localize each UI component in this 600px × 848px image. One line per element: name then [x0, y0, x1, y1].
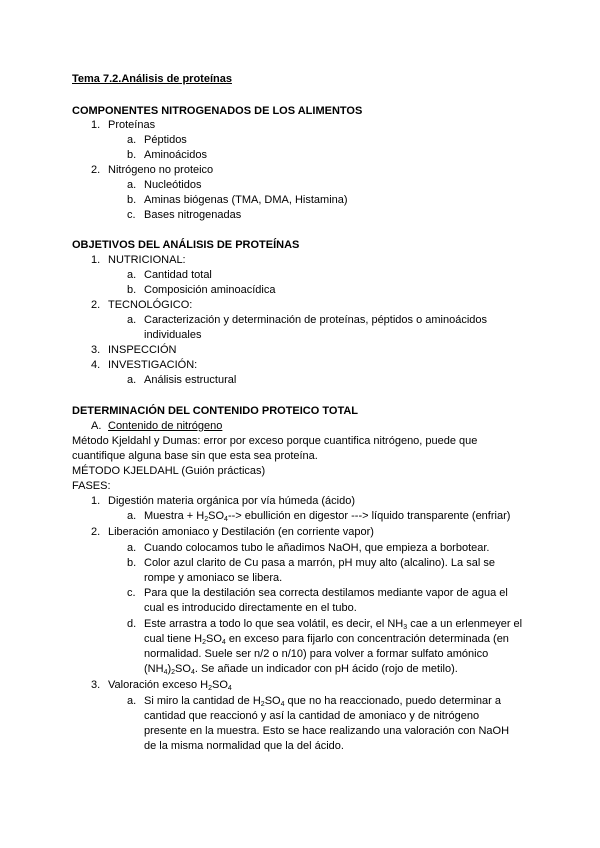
list-item-muestra: Muestra + $H_2SO_4-->$ ebullición en digestor ---> líquido transparente (enfriar) — [144, 510, 511, 523]
list-number: 2. — [91, 164, 101, 176]
list-letter: b. — [127, 557, 137, 569]
list-letter: c. — [127, 209, 136, 221]
list-number: 1. — [91, 495, 101, 507]
list-number: 1. — [91, 119, 101, 131]
section-heading-determinacion: DETERMINACIÓN DEL CONTENIDO PROTEICO TOTAL — [72, 405, 359, 417]
list-letter: a. — [127, 179, 137, 191]
subheading-contenido-nitrogeno: Contenido de nitrógeno — [108, 420, 223, 432]
paragraph-line: MÉTODO KJELDAHL (Guión prácticas) — [72, 465, 266, 477]
list-item-si-miro-cont: de la misma normalidad que la del ácido. — [144, 740, 344, 752]
list-item-aminoacidos: Aminoácidos — [144, 149, 207, 161]
list-number: 1. — [91, 254, 101, 266]
list-item-investigacion: INVESTIGACIÓN: — [108, 359, 198, 371]
list-item-liberacion: Liberación amoniaco y Destilación (en corriente vapor) — [108, 526, 374, 538]
list-item-caracterizacion-cont: individuales — [144, 329, 202, 341]
list-letter: b. — [127, 284, 137, 296]
list-letter: a. — [127, 510, 137, 522]
list-item-destilacion-cont: cual es introducido directamente en el tubo. — [144, 602, 357, 614]
list-item-arrastre-cont: cual tiene $H_2SO_4$ en exceso para fijarlo con concentración determinada (en — [144, 633, 509, 646]
paragraph-line: Método Kjeldahl y Dumas: error por exceso porque cuantifica nitrógeno, puede que — [72, 435, 478, 447]
list-letter: c. — [127, 587, 136, 599]
section-heading-objetivos: OBJETIVOS DEL ANÁLISIS DE PROTEÍNAS — [72, 239, 300, 251]
list-item-cantidad-total: Cantidad total — [144, 269, 212, 281]
list-number: 2. — [91, 299, 101, 311]
list-number: 3. — [91, 679, 101, 691]
list-item-analisis-estructural: Análisis estructural — [144, 374, 237, 386]
list-item-valoracion: Valoración exceso $H_2SO_4$ — [108, 679, 232, 692]
list-item-inspeccion: INSPECCIÓN — [108, 344, 177, 356]
list-item-composicion: Composición aminoacídica — [144, 284, 276, 296]
list-letter: a. — [127, 269, 137, 281]
list-item-arrastre-cont: normalidad. Suele ser n/2 o n/10) para volver a formar sulfato amónico — [144, 648, 489, 660]
paragraph-line: cuantifique alguna base sin que esta sea proteína. — [72, 450, 318, 462]
list-number: 4. — [91, 359, 101, 371]
list-letter: a. — [127, 695, 137, 707]
list-item-nutricional: NUTRICIONAL: — [108, 254, 186, 266]
list-item-proteinas: Proteínas — [108, 119, 156, 131]
list-item-arrastre-cont: $(NH_4)_2SO_4$. Se añade un indicador con pH ácido (rojo de metilo). — [144, 663, 458, 676]
list-letter: d. — [127, 618, 137, 630]
list-letter: a. — [127, 542, 137, 554]
paragraph-line: FASES: — [72, 480, 111, 492]
list-letter: a. — [127, 314, 137, 326]
list-number: 2. — [91, 526, 101, 538]
list-item-si-miro-cont: presente en la muestra. Esto se hace realizando una valoración con NaOH — [144, 725, 510, 737]
list-item-peptidos: Péptidos — [144, 134, 187, 146]
list-item-si-miro-cont: cantidad que reaccionó y así la cantidad de amoniaco y de nitrógeno — [144, 710, 480, 722]
document-title: Tema 7.2.Análisis de proteínas — [72, 73, 232, 85]
list-item-naoh: Cuando colocamos tubo le añadimos NaOH, que empieza a borbotear. — [144, 542, 490, 554]
list-item-arrastre: Este arrastra a todo lo que sea volátil, es decir, el $NH_3$ cae a un erlenmeyer el — [144, 618, 523, 631]
list-item-destilacion: Para que la destilación sea correcta destilamos mediante vapor de agua el — [144, 587, 508, 599]
section-heading-componentes: COMPONENTES NITROGENADOS DE LOS ALIMENTOS — [72, 105, 363, 117]
list-item-caracterizacion: Caracterización y determinación de proteínas, péptidos o aminoácidos — [144, 314, 488, 326]
list-letter: b. — [127, 149, 137, 161]
list-item-digestion: Digestión materia orgánica por vía húmeda (ácido) — [108, 495, 356, 507]
list-item-si-miro: Si miro la cantidad de $H_2SO_4$ que no ha reaccionado, puedo determinar a — [144, 695, 501, 708]
list-number: 3. — [91, 344, 101, 356]
list-item-bases: Bases nitrogenadas — [144, 209, 242, 221]
list-letter: A. — [91, 420, 102, 432]
list-item-aminas: Aminas biógenas (TMA, DMA, Histamina) — [144, 194, 348, 206]
list-item-nitrogeno-no-proteico: Nitrógeno no proteico — [108, 164, 214, 176]
list-item-color-cont: rompe y amoniaco se libera. — [144, 572, 283, 584]
list-item-color: Color azul clarito de Cu pasa a marrón, pH muy alto (alcalino). La sal se — [144, 557, 495, 569]
list-item-tecnologico: TECNOLÓGICO: — [108, 299, 193, 311]
list-item-nucleotidos: Nucleótidos — [144, 179, 202, 191]
list-letter: b. — [127, 194, 137, 206]
list-letter: a. — [127, 374, 137, 386]
list-letter: a. — [127, 134, 137, 146]
